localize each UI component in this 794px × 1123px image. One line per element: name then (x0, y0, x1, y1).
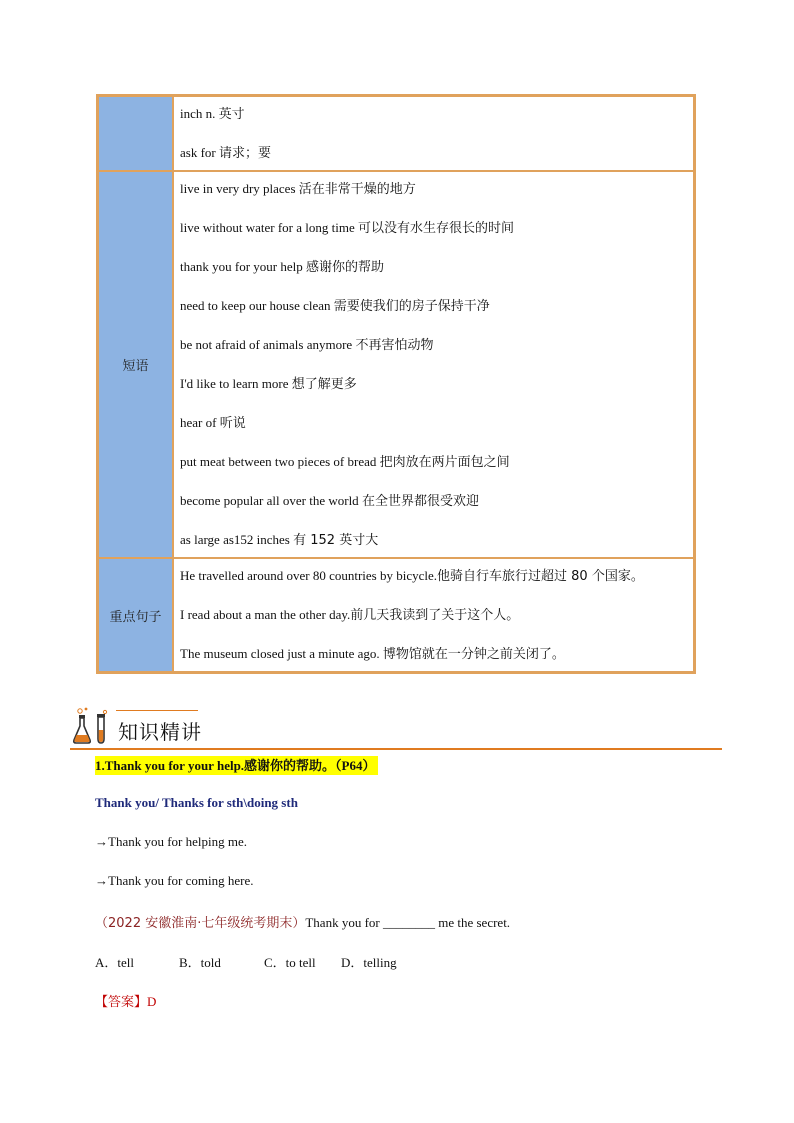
row-label-vocab (98, 96, 173, 171)
list-item (180, 295, 693, 334)
english-text: hear of (180, 415, 220, 430)
chinese-text: 活在非常干燥的地方 (298, 182, 416, 197)
english-text: thank you for your help (180, 259, 307, 274)
row-content-vocab (173, 96, 694, 171)
list-item (180, 451, 693, 490)
chinese-text: 博物馆就在一分钟之前关闭了。 (382, 647, 565, 662)
list-item (180, 604, 693, 643)
example-sentence: →Thank you for helping me. (95, 834, 247, 849)
english-text: I read about a man the other day. (180, 607, 351, 622)
list-item (180, 490, 693, 529)
list-item (180, 529, 693, 551)
header-decor-line (116, 710, 198, 711)
example-sentence: →Thank you for coming here. (95, 873, 254, 888)
list-item (180, 103, 693, 142)
chinese-text: 请求；要 (219, 146, 272, 161)
list-item (180, 256, 693, 295)
question-source: （2022 安徽淮南·七年级统考期末） (95, 916, 306, 931)
chinese-text: 想了解更多 (291, 377, 357, 392)
english-text: He travelled around over 80 countries by bicycle. (180, 568, 438, 583)
answer-value: D (147, 994, 157, 1009)
chinese-text: 英寸 (218, 107, 245, 122)
option-c: C．to tell (264, 955, 316, 970)
chinese-text: 感谢你的帮助 (306, 260, 385, 275)
chinese-text: 需要使我们的房子保持干净 (333, 299, 490, 314)
list-item (180, 412, 693, 451)
english-text: The museum closed just a minute ago. (180, 646, 383, 661)
option-a: A．tell (95, 955, 134, 970)
list-item (180, 565, 693, 604)
row-content-sentences (173, 558, 694, 672)
english-text: put meat between two pieces of bread (180, 454, 380, 469)
question (95, 912, 510, 931)
section-header (70, 706, 722, 750)
english-text: inch n. (180, 106, 219, 121)
chinese-text: 他骑自行车旅行过超过 80 个国家。 (437, 569, 644, 584)
list-item (180, 142, 693, 164)
section-title: 知识精讲 (118, 720, 202, 744)
question-text: Thank you for ________ me the secret. (305, 915, 511, 930)
chinese-text: 把肉放在两片面包之间 (379, 455, 510, 470)
vocabulary-table (96, 94, 696, 674)
row-content-phrases (173, 171, 694, 558)
chinese-text: 有 152 英寸大 (293, 533, 379, 548)
english-text: ask for (180, 145, 219, 160)
chinese-text: 不再害怕动物 (355, 338, 434, 353)
row-label-phrases: 短语 (98, 171, 173, 558)
list-item (180, 217, 693, 256)
table-row-vocab (98, 96, 694, 171)
english-text: live in very dry places (180, 181, 299, 196)
option-d: D．telling (341, 955, 397, 970)
list-item (180, 373, 693, 412)
table-row-phrases (98, 171, 694, 558)
grammar-pattern: Thank you/ Thanks for sth\doing sth (95, 795, 298, 810)
point-heading-text: 1.Thank you for your help.感谢你的帮助。（P64） (95, 758, 376, 773)
list-item (180, 643, 693, 665)
chinese-text: 前几天我读到了关于这个人。 (350, 608, 520, 623)
point-heading (95, 755, 378, 774)
flask-icon (72, 706, 112, 746)
english-text: as large as152 inches (180, 532, 294, 547)
list-item (180, 178, 693, 217)
english-text: need to keep our house clean (180, 298, 334, 313)
answer-options (95, 952, 397, 971)
row-label-sentences: 重点句子 (98, 558, 173, 672)
answer-tag: 【答案】 (95, 995, 148, 1010)
english-text: live without water for a long time (180, 220, 358, 235)
table-row-sentences (98, 558, 694, 672)
english-text: I'd like to learn more (180, 376, 292, 391)
list-item (180, 334, 693, 373)
answer (95, 991, 156, 1010)
english-text: be not afraid of animals anymore (180, 337, 356, 352)
chinese-text: 听说 (219, 416, 246, 431)
chinese-text: 可以没有水生存很长的时间 (357, 221, 514, 236)
english-text: become popular all over the world (180, 493, 362, 508)
option-b: B．told (179, 955, 221, 970)
chinese-text: 在全世界都很受欢迎 (361, 494, 479, 509)
